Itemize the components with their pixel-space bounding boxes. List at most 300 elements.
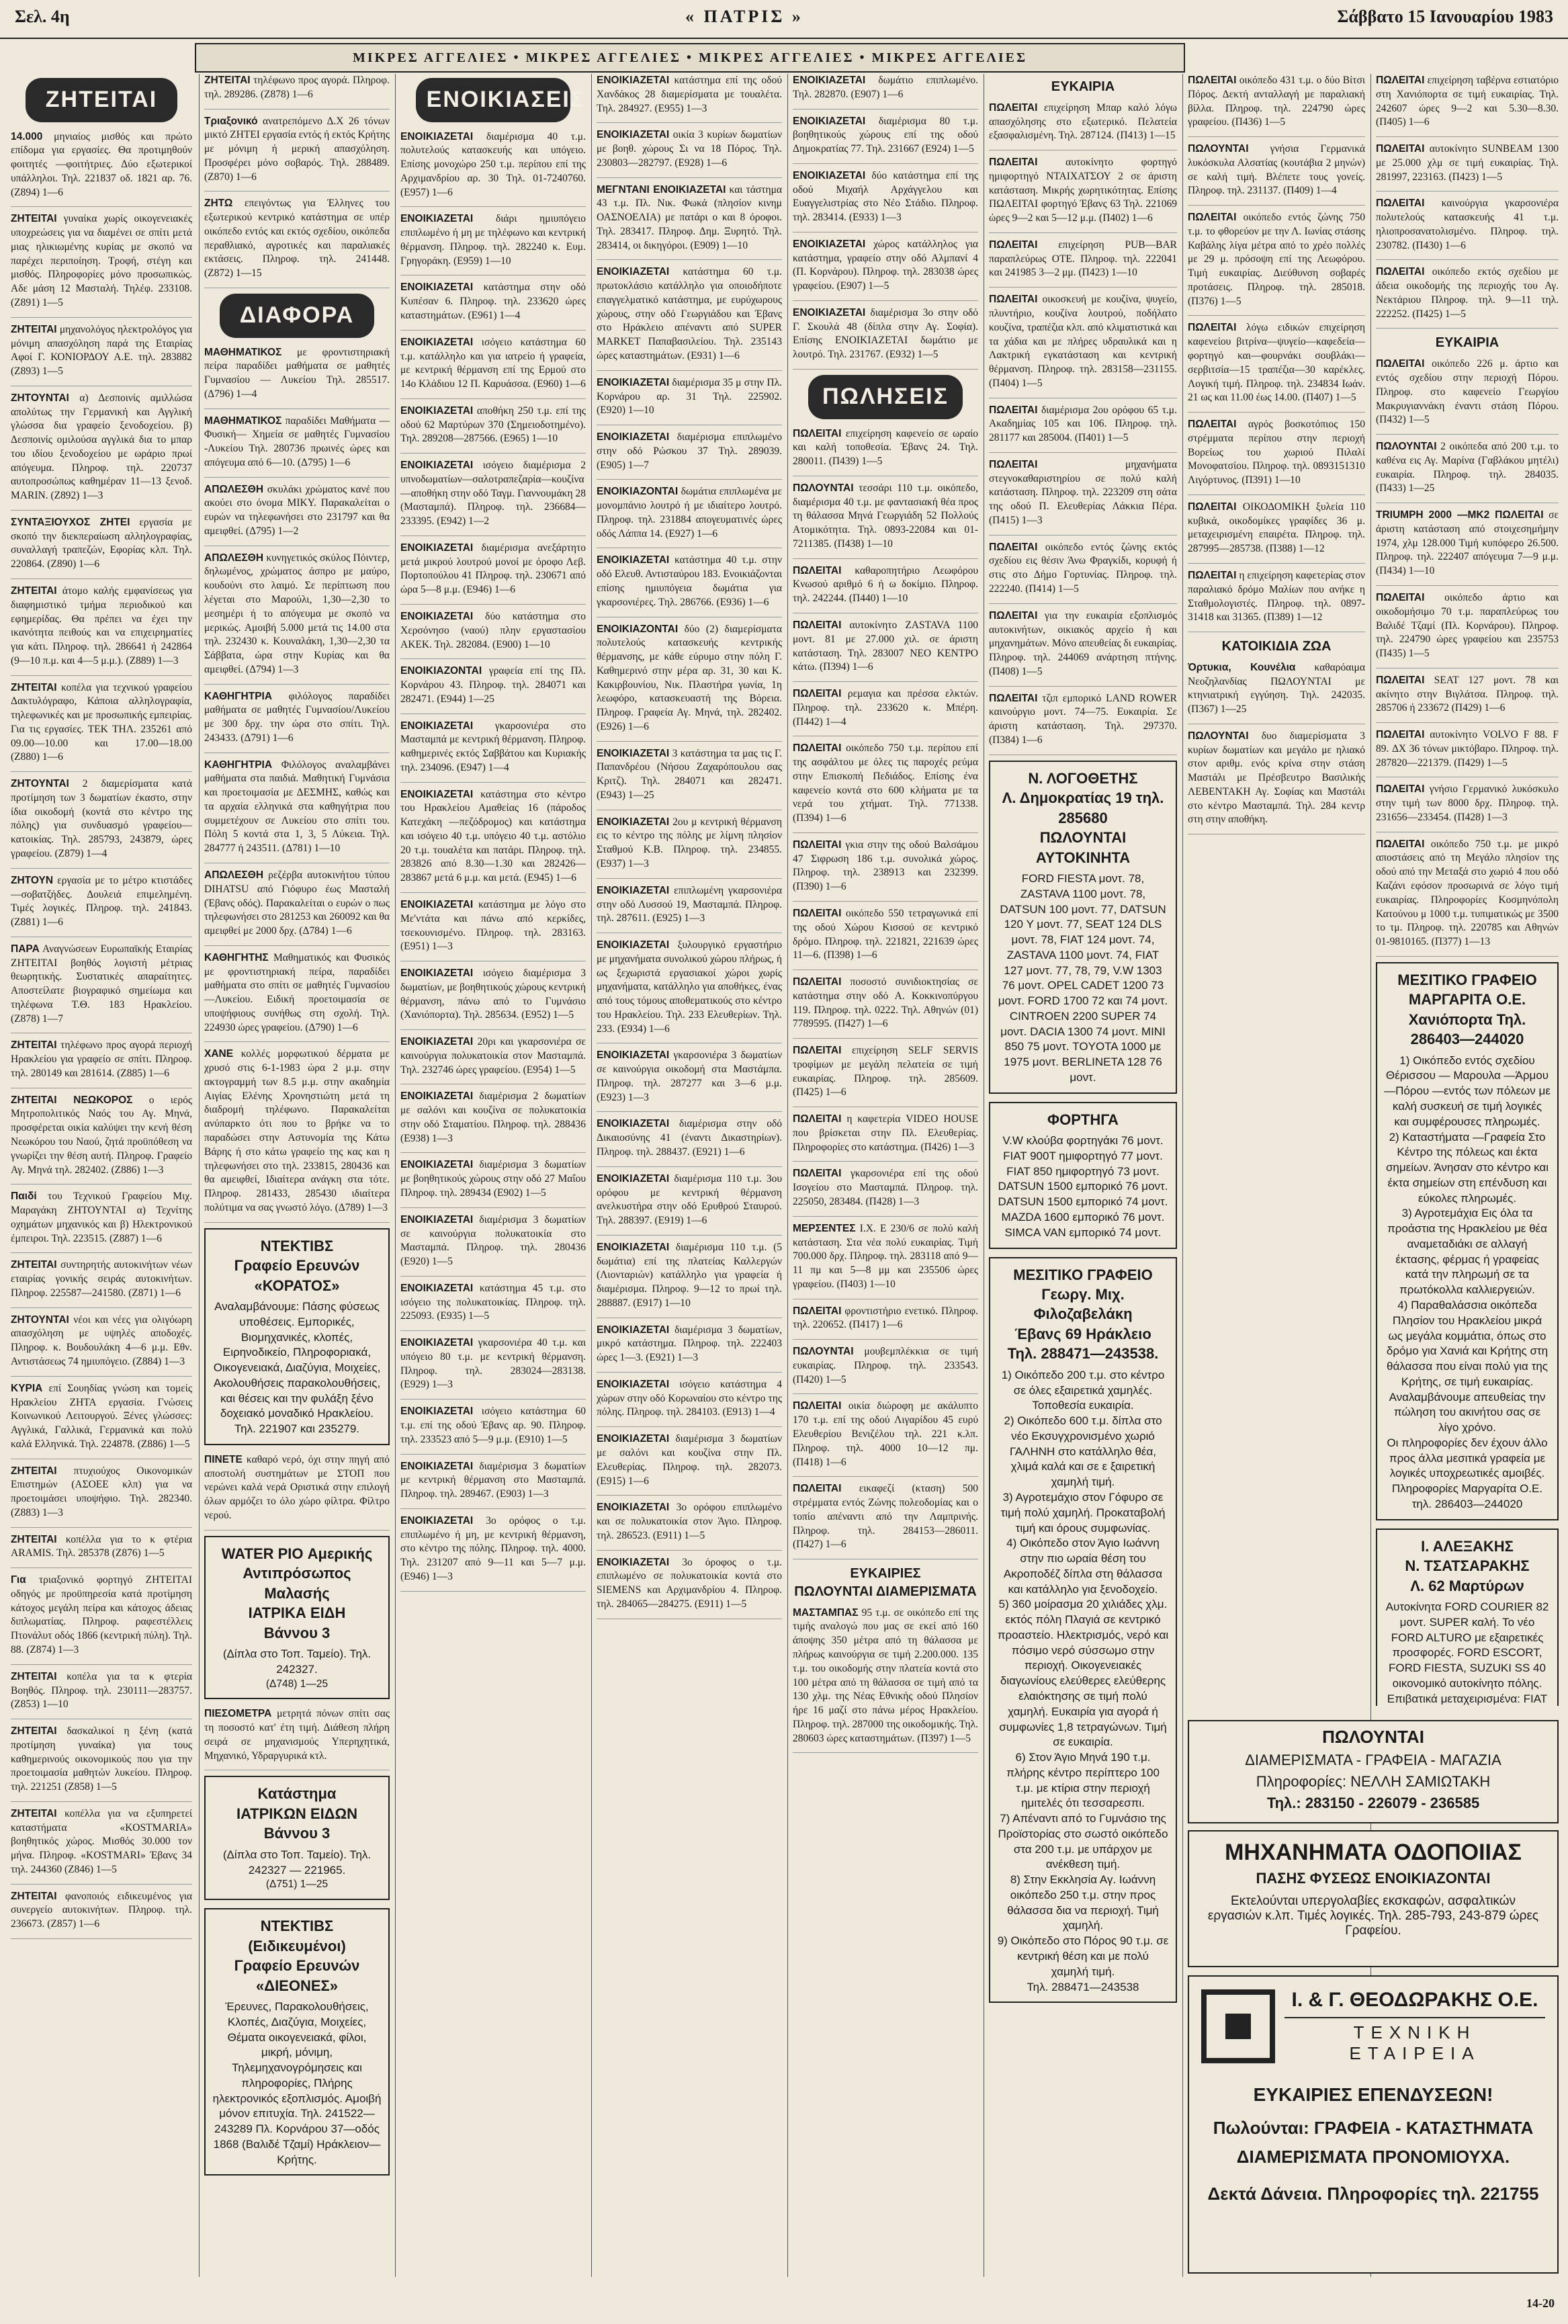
ad-text: 2 διαμερίσματα κατά προτίμηση των 3 δωματίων έκαστο, στην ίδια οικοδομή (κοντά στο κέντρο της πόλης) για συνδυασμό γραφείου—κατοικίας. Τηλ. 285793, 243879, ώρες γραφείου.: [11, 778, 192, 859]
divider: [11, 1376, 192, 1377]
ad-text: οικόπεδο εντός ζώνης 750 τ.μ. το φθορεύον με την Λ. Ιωνίας στάσης Καβάλης λίγα μέτρα από το χρέο πολλές με 29 μ. πρόσοψη επί της Λεωφόρου. Τιμή ευκαιρίας. Διεύθυνση σοβαρές προτάσεις. Πληροφ. τηλ. 285018.: [1188, 212, 1365, 293]
classified-ad: [597, 431, 782, 472]
ad-line: Εκτελούνται υπεργολαβίες εκσκαφών, ασφαλτικών εργασιών κ.λπ. Τιμές λογικές. Τηλ. 285-793, 243-879 ώρες Γραφείου.: [1207, 1894, 1539, 1938]
ad-text: ρεζέρβα αυτοκινήτου τύπου DIHATSU από Γιόφυρο έως Μασταλή (Έβανς οδός). Παρακαλείται ο ευρών ο πως τηλεφωνήσει στο 281253 και 260092 και θα αμειφθεί με 2000 δρχ.: [204, 869, 390, 937]
ad-text: γκαρσονιέρα 3 δωματίων σε καινούργια οικοδομή στα Μαστάμπα. Πληροφ. τηλ. 287277 και 3—6 μ.μ.: [597, 1049, 782, 1089]
divider: [204, 1530, 390, 1531]
ad-text: κατάστημα 60 τ.μ. πρωτοκλάσιο κατάλληλο για οποιοδήποτε επαγγελματικό κατάστημα, με ευρύχωρους χώρους, στην οδό Γεωργιάδου και Έβανς στο Ηράκλειο απέναντι από SUPER MARKET Παπαβασιλείου. Τηλ. 235143 ώρες καταστημάτων.: [597, 266, 782, 362]
boxed-ad: [1376, 1529, 1559, 1706]
ad-code: (Ε965) 1—10: [500, 433, 558, 445]
ad-keyword: ΕΝΟΙΚΙΑΖΕΤΑΙ: [400, 404, 474, 417]
ad-code: (Ζ886) 1—3: [111, 1164, 164, 1176]
ad-keyword: ΠΩΛΟΥΝΤΑΙ: [1188, 730, 1249, 742]
ad-code: (Ε951) 1—3: [400, 941, 453, 953]
classified-ad: [204, 1707, 390, 1763]
divider: [400, 206, 586, 207]
ad-text: κατάστημα 45 τ.μ. στο ισόγειο της πολυκατοικίας. Πληροφ. τηλ. 225093.: [400, 1282, 586, 1322]
section-heading: ΖΗΤΕΙΤΑΙ: [26, 78, 177, 122]
ad-text: φροντιστήριο ενετικό. Πληροφ. τηλ. 220652.: [793, 1305, 978, 1331]
divider: [400, 782, 586, 783]
ad-keyword: ΖΗΤΕΙΤΑΙ: [11, 1807, 57, 1819]
divider: [793, 369, 978, 370]
classified-ad: [793, 838, 978, 894]
column-rentals: [400, 74, 586, 2277]
ad-keyword: ΕΝΟΙΚΙΑΖΕΤΑΙ: [400, 720, 474, 732]
ad-code: (Ζ876) 1—5: [112, 1547, 165, 1559]
ad-text: 2ου μ κεντρική θέρμανση εις το κέντρο της πόλης με λίμνη πλησίον Σταθμού Κ.Β. Πληροφ. τηλ. 234855.: [597, 816, 782, 856]
ad-code: (Ζ878) 1—7: [11, 1013, 63, 1025]
ad-keyword: ΠΩΛΕΙΤΑΙ: [793, 619, 842, 631]
classified-ad: [793, 564, 978, 606]
subsection-heading: ΚΑΤΟΙΚΙΔΙΑ ΖΩΑ: [1221, 639, 1332, 654]
ad-text: α) Δεσποινίς αμιλλώσα απολύτως την Γερμανική και Αγγλική γλώσσα δια γραφείο ξενοδοχείου. β) Δεσποινίς ομιλούσα αγγλικά δια το μπαρ του ιδίου ξενοδοχείου με ωράριο πρωί απόγευμα. Πληροφ. τηλ. 220737 αυτοπροσώπως καθημέραν 11—13 ξενοδ. MARIN.: [11, 392, 192, 502]
ad-keyword: ΕΝΟΙΚΙΑΖΕΤΑΙ: [793, 169, 866, 181]
ad-code: (Ζ885) 1—6: [117, 1067, 169, 1079]
ad-keyword: ΕΝΟΙΚΙΑΖΕΤΑΙ: [793, 75, 866, 86]
boxed-ad: [204, 1228, 390, 1445]
divider: [11, 1567, 192, 1568]
ad-text: τηλέφωνο προς αγορά. Πληροφ. τηλ. 289286.: [204, 75, 390, 100]
column-sales-3: [1188, 74, 1365, 1706]
ad-code: (Π404) 1—5: [989, 377, 1043, 389]
ad-keyword: ΕΝΟΙΚΙΑΖΟΝΤΑΙ: [597, 486, 679, 498]
ad-keyword: ΕΝΟΙΚΙΑΖΕΤΑΙ: [400, 967, 474, 980]
ad-text: δύο κατάστημα επί της οδού Μιχαήλ Αρχάγγελου και Ευαγγελιστρίας στο Νέο Στάδιο. Πληροφ. τηλ. 283414.: [793, 169, 978, 224]
ad-keyword: ΖΗΤΕΙΤΑΙ: [11, 1039, 57, 1051]
classified-ad: [11, 1807, 192, 1877]
ad-code: (Ε961) 1—4: [468, 309, 521, 321]
ad-code: (Ε957) 1—6: [400, 186, 453, 198]
company-logo: [1201, 1989, 1275, 2063]
ad-code: (Π415) 1—3: [989, 514, 1043, 526]
ad-keyword: ΕΝΟΙΚΙΑΖΕΤΑΙ: [793, 115, 866, 127]
ad-text: 3 κατάστημα τα μας τις Γ. Παπανδρέου (Νήσου Ζαχαρόπουλου σας Κριτζ). Τηλ. 284071 και 282471.: [597, 747, 782, 787]
ad-text: ποσοστό συνιδιοκτησίας σε κατάστημα στην οδό Α. Κοκκινοπύργου 119. Πληροφ. τηλ. 0222. Τηλ. Αθηνών (01) 7789595.: [793, 976, 978, 1030]
classified-ad: [1376, 728, 1559, 770]
classified-ad: [793, 238, 978, 294]
ad-text: 3ο ορόφου επιπλωμένο και σε πολυκατοικία στον Άγιο. Πληροφ. τηλ. 286523.: [597, 1502, 782, 1541]
boxed-ad-title: Ι. ΑΛΕΞΑΚΗΣ Ν. ΤΣΑΤΣΑΡΑΚΗΣ Λ. 62 Μαρτύρων: [1405, 1537, 1530, 1594]
ad-keyword: ΕΝΟΙΚΙΑΖΕΤΑΙ: [400, 1460, 474, 1472]
classified-ad: [989, 404, 1177, 445]
ad-keyword: ΠΩΛΕΙΤΑΙ: [793, 688, 842, 700]
ad-text: κολλές μορφωτικού δέρματα με χρυσό στις 6-1-1983 ώρα 2 μ.μ. στην ακτογραμμή των 8.5 μ.μ. στην ακαδημία Αιγίας Ελένης Χρονηστιώτη μετά τη διαδρομή τηλέφωνο. Παρακαλείται ανύπαρκτο ότι που το βρήκε να το παραδώσει στην Αστυνομία της Κάτω Βάρης ή στο κάτω γραφείο της κας και η τηλεφωνήσει στο τηλ. 233815, 280436 και θα αμειφθεί, Ιδιαίτερα ανάγκη στα τότε. Πληροφ. 281433, 285430 ιδιαίτερα πολύτιμα να σας γνωστό λόγο.: [204, 1048, 390, 1213]
classified-ad: [400, 1158, 586, 1200]
ad-text: Αναγνώσεων Ευρωπαϊκής Εταιρίας ΖΗΤΕΙΤΑΙ βοηθός λογιστή μέτριας θεωρητικής. Συστατικές απαραίτητες. Αποστείλατε βιογραφικό σημείωμα και τηλέφωνα Τ.Θ. 183 Ηρακλείου.: [11, 943, 192, 1010]
classified-ad: [1188, 418, 1365, 488]
classified-ad: [204, 74, 390, 102]
section-heading: ΕΝΟΙΚΙΑΣΕΙΣ: [416, 78, 571, 122]
ad-text: διαμέρισμα στην οδό Δικαιοσύνης 41 (έναντι Δικαστηρίων). Πληροφ. τηλ. 288437.: [597, 1118, 782, 1158]
ad-keyword: ΜΑΣΤΑΜΠΑΣ: [793, 1606, 859, 1619]
ad-text: διαμέρισμα 3 δωματίων, μικρό κατάστημα. Πληροφ. τηλ. 222403 ώρες 1—3.: [597, 1324, 782, 1364]
ad-code: (Ζ880) 1—6: [11, 751, 63, 763]
ad-text: για την ευκαιρία εξοπλισμός αυτοκινήτων, οικιακός αρχείο ή και μηχανημάτων. Μόνο απευθείας δι ευκαιρίας. Πληροφ. τηλ. 244069 ανάρτηση πτήνης.: [989, 609, 1177, 664]
ad-code: (Ε959) 1—10: [453, 255, 511, 267]
ad-text: κατάστημα με λόγο στο Με'ντάτα και πάνω από κερκίδες, τσεκουνισμένο. Πληροφ. τηλ. 283163.: [400, 899, 586, 939]
classified-ad: [400, 664, 586, 706]
ad-keyword: ΖΗΤΕΙΤΑΙ: [11, 1890, 57, 1902]
ad-keyword: ΠΩΛΕΙΤΑΙ: [989, 157, 1038, 169]
divider: [989, 232, 1177, 233]
divider: [793, 901, 978, 902]
divider: [11, 1307, 192, 1308]
ad-keyword: ΕΝΟΙΚΙΑΖΕΤΑΙ: [400, 899, 474, 910]
classified-ad: [1376, 440, 1559, 496]
divider: [400, 1508, 586, 1509]
ad-text: διαμέρισμα 2 δωματίων με σαλόνι και κουζίνα σε πολυκατοικία στην οδό Σταματίου. Πληροφ. τηλ. 288436: [400, 1090, 586, 1130]
ad-code: (Ε926) 1—6: [597, 720, 649, 732]
boxed-ad-title: ΜΕΣΙΤΙΚΟ ΓΡΑΦΕΙΟ ΜΑΡΓΑΡΙΤΑ Ο.Ε. Χανιόπορτα Τηλ. 286403—244020: [1397, 971, 1537, 1048]
ad-code: (Δ790) 1—6: [305, 1021, 358, 1033]
ad-text: 95 τ.μ. σε οικόπεδο επί της τιμής αναλογώ που μας σε εκεί από 160 άποψης 350 μέτρα από τη θάλασσα με πλήρως καινούργια σε τιμή 2.200.000. 135 τ.μ. του οικοδομής στην πλατεία κοντά στο 100 μέτρα από τη θάλασσα σε τιμή από τα 130 χλμ. της Νέας Εθνικής οδού Πλησίον ήρε 16 μαζί στο πάνω μέρος Ηρακλείου. Πληροφ. τηλ. 287000 της οικοδομικής. Τηλ. 280603 ώρες καταστημάτων.: [793, 1606, 978, 1744]
classified-ad: [1376, 74, 1559, 130]
boxed-ad-body: (Δίπλα στο Τοπ. Ταμείο). Τηλ. 242327.: [222, 1647, 372, 1676]
classified-ad: [400, 281, 586, 322]
ad-keyword: ΜΑΘΗΜΑΤΙΚΟΣ: [204, 346, 282, 358]
ad-code: (Π389) 1—12: [1263, 611, 1323, 623]
divider: [1188, 563, 1365, 564]
classified-ad: [400, 898, 586, 954]
classified-ad: [11, 212, 192, 310]
ad-text: επί Σουηδίας γνώση και τομείς Ηρακλείου ΖΗΤΑ εργασία. Γνώσεις Κοινωνικού Λειτουργού. Ξένες γλώσσες: Αγγλικά, Γαλλικά, Γερμανικά και πολύ καλά Ελληνικά. Τηλ. 224878.: [11, 1382, 192, 1450]
divider: [793, 1476, 978, 1477]
divider: [793, 832, 978, 833]
ad-keyword: ΕΝΟΙΚΙΑΖΕΤΑΙ: [793, 238, 866, 250]
ad-text: επιχείρηση SELF SERVIS τροφίμων με μεγάλη πελατεία σε τιμή ευκαιρίας. Πληροφ. τηλ. 285609.: [793, 1045, 978, 1084]
ad-text: εικαφεζί (κταση) 500 στρέμματα εντός Ζώνης πολεοδομίας και ο τοπίο απέναντι από την Λαμπρινής. Πληροφ. τηλ. 284153—286011.: [793, 1483, 978, 1537]
ad-keyword: ΠΩΛΕΙΤΑΙ: [1376, 198, 1425, 210]
ad-code: (Ε911) 1—5: [652, 1529, 705, 1541]
ad-keyword: TRIUMPH 2000 —ΜΚ2 ΠΩΛΕΙΤΑΙ: [1376, 509, 1544, 521]
ad-keyword: ΠΩΛΕΙΤΑΙ: [1188, 501, 1237, 513]
ad-text: διαμέρισμα ανεξάρτητο μετά μικρού λουτρού μονοί με όροφο Λεβ. Πορτοπούλου 41 Πληροφ. τηλ. 230671 από ώρα 5—8 μ.μ.: [400, 542, 586, 596]
ad-keyword: ΕΝΟΙΚΙΑΖΕΤΑΙ: [597, 75, 670, 86]
classified-ad: [989, 293, 1177, 390]
divider: [400, 1330, 586, 1331]
divider: [597, 1111, 782, 1112]
divider: [204, 477, 390, 478]
ad-text: οικόπεδο εντός ζώνης εκτός σχεδίου εις θέσιν Άνω Φραγκίδι, κορυφή ή στις στο Δήμο Γορτυνίας. Πληροφ. τηλ. 222240.: [989, 541, 1177, 595]
divider: [400, 1399, 586, 1400]
ad-text: οικοσκευή με κουζίνα, ψυγείο, πλυντήριο, κουζίνα λουτρού, ποδήλατο κουζίνα, τραπέζια κλπ. από κλιματιστικά και τα χάδια και με πλήρες υδραυλικά και η Λακτρική εγκατάσταση και κεντρική θέρμανση. Πληροφ. τηλ. 283158—231155.: [989, 294, 1177, 376]
classified-ad: [793, 619, 978, 675]
ad-code: (Ε923) 1—3: [597, 1091, 649, 1103]
ad-keyword: ΕΝΟΙΚΙΑΖΕΤΑΙ: [597, 266, 670, 278]
ad-keyword: ΠΑΡΑ: [11, 943, 40, 955]
ad-code: (Ζ884) 1—3: [132, 1355, 185, 1367]
ad-code: (Π367) 1—25: [1188, 703, 1247, 716]
classified-ad: [11, 1382, 192, 1452]
divider: [793, 681, 978, 682]
ad-code: (Ζ881) 1—6: [11, 916, 63, 929]
classified-ad: [793, 976, 978, 1031]
ad-keyword: ΠΩΛΕΙΤΑΙ: [793, 908, 842, 919]
ad-text: δύο (2) διαμερίσματα πολυτελούς κατασκευής κεντρικής θέρμανσης, με κάθε εύρυμο στην πόλη Γ. Καθημερινό στην μέρα αρ. 31, 30 και Κ. Κακιρβουνίου, Νικ. Πλαστήρα γωνία, 1η λεωφόρο, κατασκευαστή της Βόρεια. Πληροφ. Γραφεία Αγ. Μηνά, τηλ. 282402.: [597, 623, 782, 719]
classified-ad: [400, 130, 586, 200]
ad-code: (Π423) 1—10: [1078, 267, 1137, 279]
ad-code: (Δ789) 1—3: [335, 1201, 388, 1213]
ad-text: γκαρσονιέρα 40 τ.μ. και υπόγειο 80 τ.μ. με κεντρική θέρμανση. Πληροφ. τηλ. 283024—283138.: [400, 1337, 586, 1377]
ad-text: κοπέλλα για το κ φτέρια ARAMIS. Τηλ. 285378: [11, 1533, 192, 1559]
divider: [204, 684, 390, 685]
ad-code: (Ε946) 1—3: [400, 1570, 453, 1582]
ad-line: Πληροφορίες: ΝΕΛΛΗ ΣΑΜΙΩΤΑΚΗ: [1256, 1773, 1491, 1790]
boxed-ad-body: V.W κλούβα φορτηγάκι 76 μοντ. FIAT 900T ημιφορτηγό 77 μοντ. FIAT 850 ημιφορτηγό 73 μοντ. DATSUN 1500 εμπορικό 76 μοντ. DATSUN 1500 εμπορικό 74 μοντ. MAZDA 1600 εμπορικό 76 μοντ. SIMCA VAN εμπορικό 74 μοντ.: [998, 1134, 1168, 1239]
ad-code: (Π430) 1—6: [1412, 239, 1466, 251]
ad-keyword: ΠΩΛΕΙΤΑΙ: [793, 1400, 842, 1412]
classified-ad: [597, 884, 782, 926]
ad-text: εργασία με το μέτρο κτιστάδες —σοβατζήδες. Δουλειά επιμελημένη. Τιμές λογικές. Πληροφ. τηλ. 241843.: [11, 874, 192, 914]
divider: [400, 1029, 586, 1030]
divider: [11, 578, 192, 579]
ad-text: μηνιαίος μισθός και πρώτο επίδομα για εργασίες. Θα προτιμηθούν φοιτητές —φοιτήτριες. Δύο εξωτερικοί υπάλληλοι. Τηλ. 221837 οδ. 1821 αρ. 76.: [11, 130, 192, 184]
classified-ad: [989, 541, 1177, 597]
ad-keyword: ΕΝΟΙΚΙΑΖΕΤΑΙ: [400, 1514, 474, 1526]
ad-keyword: ΠΩΛΕΙΤΑΙ: [1188, 322, 1237, 334]
ad-code: (Ζ894) 1—6: [11, 186, 63, 198]
ad-code: (Π384) 1—6: [989, 734, 1043, 746]
ad-phone: Δεκτά Δάνεια. Πληροφορίες τηλ. 221755: [1207, 2184, 1539, 2204]
classified-ad: [1188, 501, 1365, 556]
classified-ad: [400, 336, 586, 392]
ad-code: (Ζ878) 1—6: [260, 88, 313, 100]
ad-code: (Ζ886) 1—5: [137, 1438, 190, 1450]
ad-code: (Ζ858) 1—5: [64, 1781, 117, 1793]
boxed-ad: [204, 1536, 390, 1700]
ad-keyword: ΕΝΟΙΚΙΑΖΕΤΑΙ: [400, 1159, 474, 1171]
boxed-ad: [204, 1776, 390, 1900]
ad-code: (Ε933) 1—3: [848, 212, 902, 224]
ad-line: ΔΙΑΜΕΡΙΣΜΑΤΑ - ΓΡΑΦΕΙΑ - ΜΑΓΑΖΙΑ: [1245, 1752, 1501, 1768]
classified-ad: [204, 869, 390, 939]
ad-keyword: ΕΝΟΙΚΙΑΖΕΤΑΙ: [400, 1282, 474, 1294]
divider: [204, 945, 390, 946]
ad-code: (Π391) 1—10: [1242, 474, 1301, 486]
divider: [597, 741, 782, 742]
classified-ad: [793, 115, 978, 157]
classified-ad: [204, 346, 390, 402]
ad-code: (Ζ893) 1—5: [11, 365, 63, 378]
ad-text: 3ο όροφος ο τ.μ. επιπλωμένο σε πολυκατοικία κοντά στο SIEMENS και Αρχιμανδρίου 4. Πληροφ. τηλ. 284065—284275.: [597, 1556, 782, 1610]
ad-text: σε άριστη κατάσταση από στοιχεσημήμην 1974, χλμ 128.000 Τιμή κυπόφερο 26.500. Πληροφ. τηλ. 222407 απόγευμα 7—9 μ.μ.: [1376, 509, 1559, 563]
divider: [793, 163, 978, 164]
classified-ad: [597, 1556, 782, 1612]
ad-keyword: ΕΝΟΙΚΙΑΖΕΤΑΙ: [597, 376, 670, 388]
ad-code: (Ε937) 1—3: [597, 857, 649, 869]
subsection-heading: ΕΥΚΑΙΡΙΕΣ ΠΩΛΟΥΝΤΑΙ ΔΙΑΜΕΡΙΣΜΑΤΑ: [794, 1566, 977, 1599]
company-name: Ι. & Γ. ΘΕΟΔΩΡΑΚΗΣ Ο.Ε.: [1291, 1989, 1538, 2011]
ad-code: (Δ795) 1—6: [297, 456, 351, 468]
classified-ad: [597, 554, 782, 609]
divider: [597, 1495, 782, 1496]
divider: [1376, 956, 1559, 957]
boxed-ad-body: Αναλαμβάνουμε: Πάσης φύσεως υποθέσεις. Εμπορικές, Βιομηχανικές, κλοπές, Ειρηνοδικείο, Πληροφοριακά, Οικογενειακά, Διαζύγια, Μοιχείες, Ακολουθήσεις παρακολουθήσεις, και θέσεις και την φυλάξη ξένο δοχειακό μοναδικό Ηρακλείου. Τηλ. 221907 και 235279.: [213, 1300, 381, 1436]
ad-keyword: ΖΗΤΕΙΤΑΙ: [11, 213, 57, 225]
ad-text: κοπέλα για τεχνικού γραφείου Δακτυλόγραφο, Κάποια αλληλογραφία, τηλεφωνικές και με προσωπικής εμπειρίας. Για τις εργασίες. ΤΕΚ ΤΗΛ. 235261 από 09.00—10.00 και 17.00—18.00: [11, 681, 192, 749]
ad-code: (Π388) 1—12: [1266, 543, 1325, 555]
ad-text: εργασία με σκοπό την διεκπεραίωση αλληλογραφίας, συναλλαγή τραπεζών, Εφορίας κλπ. Τηλ. 220864.: [11, 516, 192, 570]
ad-code: (Π440) 1—10: [848, 593, 908, 605]
ad-text: επιχείρηση Μπαρ καλό λόγω απασχόλησης στο εξωτερικό. Πελατεία εξασφαλισμένη. Τηλ. 287124.: [989, 101, 1177, 142]
ad-text: άτομο καλής εμφανίσεως για διαφημιστικό τμήμα περιοδικού και εφημερίδας. Θα πρέπει να έχει την ικανότητα πειθούς και να επιχειρηματίες για κάτι. Πληροφ. τηλ. 286641 ή 242864 (9—10 π.μ. και 4—5 μ.μ.).: [11, 585, 192, 666]
ad-keyword: ΕΝΟΙΚΙΑΖΕΤΑΙ: [400, 213, 474, 225]
ad-keyword: 14.000: [11, 130, 43, 142]
classified-ad: [1188, 211, 1365, 308]
ad-code: (Ε929) 1—3: [400, 1379, 453, 1391]
ad-text: μηχανολόγος ηλεκτρολόγος για μόνιμη απασχόληση παρά της Εταιρίας Αφοί Γ. ΚΟΝΙΟΡΔΟΥ Α.Ε. τηλ. 283882: [11, 323, 192, 363]
classified-ad: [597, 1501, 782, 1543]
ad-code: (Ε938) 1—3: [400, 1132, 453, 1144]
divider: [793, 1161, 978, 1162]
classified-ad: [989, 156, 1177, 226]
ad-keyword: ΠΩΛΕΙΤΑΙ: [989, 458, 1038, 470]
ad-code: (Ζ883) 1—3: [11, 1506, 63, 1518]
classified-ad: [1376, 674, 1559, 716]
ad-code: (Π434) 1—10: [1376, 565, 1435, 577]
ad-keyword: ΠΙΕΣΟΜΕΤΡΑ: [204, 1708, 272, 1720]
ad-code: (Π425) 1—6: [793, 1086, 846, 1099]
classified-ad: [793, 1222, 978, 1292]
ad-keyword: ΠΩΛΕΙΤΑΙ: [1376, 143, 1425, 155]
classified-ad: [793, 169, 978, 225]
ad-keyword: ΕΝΟΙΚΙΑΖΕΤΑΙ: [400, 542, 474, 554]
road-machinery-ad: [1188, 1830, 1559, 1967]
divider: [11, 675, 192, 676]
divider: [597, 1550, 782, 1551]
ad-code: (Ε935) 1—5: [437, 1310, 490, 1322]
divider: [989, 287, 1177, 288]
ad-text: διάρι ημιυπόγειο επιπλωμένο ή μη με τηλέφωνο και κεντρική θέρμανση. Πληροφ. τηλ. 282240 κ. Ευμ. Γρηγοράκη.: [400, 213, 586, 267]
classified-ad: [11, 130, 192, 200]
ad-text: αυτοκίνητο VOLVO F 88. F 89. ΔΧ 36 τόνων μικτόβαρο. Πληροφ. τηλ. 287820—221379.: [1376, 729, 1559, 769]
divider: [597, 1426, 782, 1427]
classified-ad: [989, 239, 1177, 280]
ad-keyword: ΕΝΟΙΚΙΑΖΕΤΑΙ: [400, 788, 474, 800]
ad-code: (Π428) 1—3: [1454, 811, 1508, 823]
ad-text: γραφεία επί της Πλ. Κορνάρου 43. Πληροφ. τηλ. 284071 και 282471.: [400, 665, 586, 705]
ad-text: ανατρεπόμενο Δ.Χ 26 τόνων μικτό ΖΗΤΕΙ εργασία εντός ή εκτός Κρήτης με μόνιμη ή μερική απασχόληση. Προσφέρει μόνο σοβαρός. Τηλ. 288489.: [204, 115, 390, 169]
ad-keyword: ΚΑΘΗΓΗΤΡΙΑ: [204, 690, 273, 702]
ad-keyword: ΖΗΤΕΙΤΑΙ: [11, 1533, 57, 1545]
ad-code: (Ε900) 1—10: [492, 638, 550, 650]
ad-code: (Ε934) 1—6: [617, 1023, 670, 1035]
ad-keyword: ΕΝΟΙΚΙΑΖΟΝΤΑΙ: [597, 623, 679, 635]
ad-code: (Ε909) 1—10: [690, 239, 748, 251]
ad-text: κατάστημα επί της οδού Χανδάκος 28 διαμερίσματα με τουαλέτα. Τηλ. 284927.: [597, 75, 782, 114]
ad-text: 2 οικόπεδα από 200 τ.μ. το καθένα εις Αγ. Μαρίνα (Γαβλάκου μητέλι) ευκαιρία. Πληροφ. τηλ. 284035.: [1376, 441, 1559, 480]
boxed-ad: [989, 761, 1177, 1094]
ad-line: Πωλούνται: ΓΡΑΦΕΙΑ - ΚΑΤΑΣΤΗΜΑΤΑ: [1213, 2118, 1534, 2138]
ad-code: (Π407) 1—5: [1302, 392, 1356, 404]
boxed-ad-code: (Δ748) 1—25: [265, 1678, 329, 1690]
ad-code: (Ε943) 1—25: [597, 789, 654, 801]
ad-keyword: Για: [11, 1574, 26, 1586]
ad-text: μουβεμπλέκκια σε τιμή ευκαιρίας. Πληροφ. τηλ. 233543.: [793, 1346, 978, 1371]
ad-text: οικόπεδο 750 τ.μ. με μικρό αποστάσεις από τη Μεγάλο πλησίον της οδού από την Μεταξά στο χωριό 4 που οδό Καζάνι εφόσον προσωρινά σε λόγο τιμή ευκαιρίας. Πληροφορίες Κοσμηνόπολη Κατούνου μ 1000 τ.μ. τυπιματικώς με 3500 το τμ. Πληροφ. τηλ. 220785 και Αθηνών 01-9810165.: [1376, 838, 1559, 948]
ad-text: αυτοκίνητο φορτηγό ημιφορτηγό ΝΤΑΙΧΑΤΣΟΥ 2 σε άριστη κατάσταση. Μικρής χωρητικότητας. Επίσης ΠΩΛΕΙΤΑΙ φορτηγό Έβανς 63 Τηλ. 221069 ώρες 9—2 και 5—12 μ.μ.: [989, 157, 1177, 224]
ad-text: οικία διώροφη με ακάλυπτο 170 τ.μ. επί της οδού Λιγαρίδου 45 ευρύ Ελευθερίου Βενιζέλου τηλ. 221 κ.λπ. Πληροφ. τηλ. 4000 10—12 πμ.: [793, 1400, 978, 1454]
ad-text: 20ρι και γκαρσονιέρα σε καινούργια πολυκατοικία στον Μασταμπά. Τηλ. 232746 ώρες γραφείου.: [400, 1036, 586, 1076]
ad-keyword: ΠΩΛΕΙΤΑΙ: [1376, 266, 1425, 278]
ad-keyword: ΕΝΟΙΚΙΑΖΕΤΑΙ: [597, 884, 670, 896]
ad-keyword: ΕΝΟΙΚΙΑΖΕΤΑΙ: [597, 1241, 670, 1253]
ad-keyword: ΕΝΟΙΚΙΑΖΕΤΑΙ: [400, 336, 474, 348]
ad-code: (Ζ890) 1—6: [47, 558, 100, 570]
classified-ad: [793, 1606, 978, 1746]
ad-code: (Δ781) 1—10: [282, 843, 341, 855]
divider: [597, 370, 782, 371]
ad-line: ΕΥΚΑΙΡΙΕΣ ΕΠΕΝΔΥΣΕΩΝ!: [1253, 2084, 1493, 2105]
divider: [400, 1591, 586, 1592]
ad-keyword: ΕΝΟΙΚΙΑΖΕΤΑΙ: [793, 306, 866, 318]
classified-ad: [400, 1090, 586, 1146]
ad-text: διαμέρισμα 3 δωματίων με βοηθητικούς χώρους στην οδό 27 Μαΐου Πληροφ. τηλ. 289434: [400, 1159, 586, 1199]
ad-text: ο ιερός Μητροπολιτικός Ναός του Αγ. Μηνά, προσφέρεται οικία καλύψει την κενή θέση Νεωκόρου του Ναού, ζητά προϋπόθεση να γνωρίζει την θέση αυτή. Πληροφ. Γραφείο Αγ. Μηνά τηλ. 282402.: [11, 1094, 192, 1176]
divider: [597, 1166, 782, 1167]
ad-code: (Ζ874) 1—3: [26, 1643, 79, 1655]
ad-code: (Π432) 1—5: [1376, 414, 1430, 426]
classified-ad: [1376, 838, 1559, 949]
classified-ad: [400, 967, 586, 1023]
ad-text: ρεμαγια και πρέσσα ελκτών. Πληροφ. τηλ. 233620 κ. Μπέρη.: [793, 688, 978, 714]
divider: [989, 452, 1177, 453]
ad-text: καινούργια γκαρσονιέρα πολυτελούς κατασκευής 41 τ.μ. ηλιοπροσανατολισμένο. Πληροφ. τηλ. 230782.: [1376, 198, 1559, 251]
ad-keyword: Παιδί: [11, 1191, 37, 1203]
classified-ad: [1376, 357, 1559, 427]
ad-text: φιλόλογος παραδίδει μαθήματα σε μαθητές Γυμνασίου/Λυκείου με 300 δρχ. την ώρα στο σπίτι. Τηλ. 243433.: [204, 690, 390, 744]
ad-text: δωμάτια επιπλωμένα με μονομπάνιο λουτρό ή με ιδιαίτερο λουτρό. Πληροφ. τηλ. 231884 απογευματινές ώρες οδός Λάππα 14.: [597, 486, 782, 540]
ad-code: (Ε932) 1—5: [885, 349, 939, 361]
classified-ad: [793, 1113, 978, 1154]
classified-ad: [1376, 197, 1559, 253]
ad-keyword: ΖΗΤΕΙΤΑΙ: [11, 323, 57, 335]
divider: [400, 535, 586, 536]
ad-keyword: ΑΠΩΛΕΣΘΗ: [204, 483, 264, 495]
classified-ad: [11, 681, 192, 765]
divider: [597, 479, 782, 480]
classified-ad: [597, 816, 782, 871]
ad-text: γνήσια Γερμανικά λυκόσκυλα Αλσατίας (κουτάβια 2 μηνών) σε καλή τιμή. Βλέπετε τους γονείς. Πληροφ. τηλ. 231137.: [1188, 143, 1365, 197]
divider: [400, 1454, 586, 1455]
ad-code: (Π427) 1—6: [793, 1539, 846, 1551]
ad-keyword: ΠΩΛΕΙΤΑΙ: [1376, 674, 1425, 686]
ad-code: (Π398) 1—6: [823, 949, 877, 961]
ad-keyword: ΕΝΟΙΚΙΑΖΕΤΑΙ: [400, 1406, 474, 1418]
ad-keyword: ΕΝΟΙΚΙΑΖΕΤΑΙ: [597, 1049, 670, 1062]
boxed-ad-body: (Δίπλα στο Τοπ. Ταμείο). Τηλ. 242327 — 221965.: [222, 1848, 372, 1877]
classified-ad: [793, 427, 978, 469]
ad-code: (Ζ889) 1—3: [126, 654, 179, 666]
ad-keyword: ΕΝΟΙΚΙΑΖΕΤΑΙ: [597, 939, 670, 951]
ad-keyword: ΕΝΟΙΚΙΑΖΕΤΑΙ: [597, 1324, 670, 1336]
ad-code: (Π418) 1—6: [793, 1456, 846, 1468]
boxed-ad-title: ΜΕΣΙΤΙΚΟ ΓΡΑΦΕΙΟ Γεωργ. Μιχ. Φιλοζαβελάκη Έβανς 69 Ηράκλειο Τηλ. 288471—243538.: [1007, 1266, 1159, 1363]
ad-keyword: ΕΝΟΙΚΙΑΖΕΤΑΙ: [597, 1502, 670, 1514]
newspaper-name: « ΠΑΤΡΙΣ »: [685, 7, 803, 26]
ad-text: Ι.Χ. Ε 230/6 σε πολύ καλή κατάσταση. Στα νέα πολύ ευκαιρίας. Τιμή 700.000 δρχ. Πληροφ. τηλ. 283118 από 9—11 πμ και 5—8 μμ και 235506 ώρες γραφείου.: [793, 1222, 978, 1290]
classified-ad: [11, 1094, 192, 1178]
classified-ad: [400, 1514, 586, 1584]
ad-code: (Π377) 1—13: [1431, 936, 1491, 948]
classified-ad: [204, 1047, 390, 1215]
classified-ad: [400, 1460, 586, 1502]
divider: [793, 558, 978, 559]
ad-keyword: ΠΩΛΕΙΤΑΙ: [989, 692, 1038, 704]
ad-code: (Π394) 1—6: [819, 661, 873, 673]
ad-code: (Π394) 1—6: [793, 812, 846, 824]
classified-ad: [1188, 730, 1365, 827]
